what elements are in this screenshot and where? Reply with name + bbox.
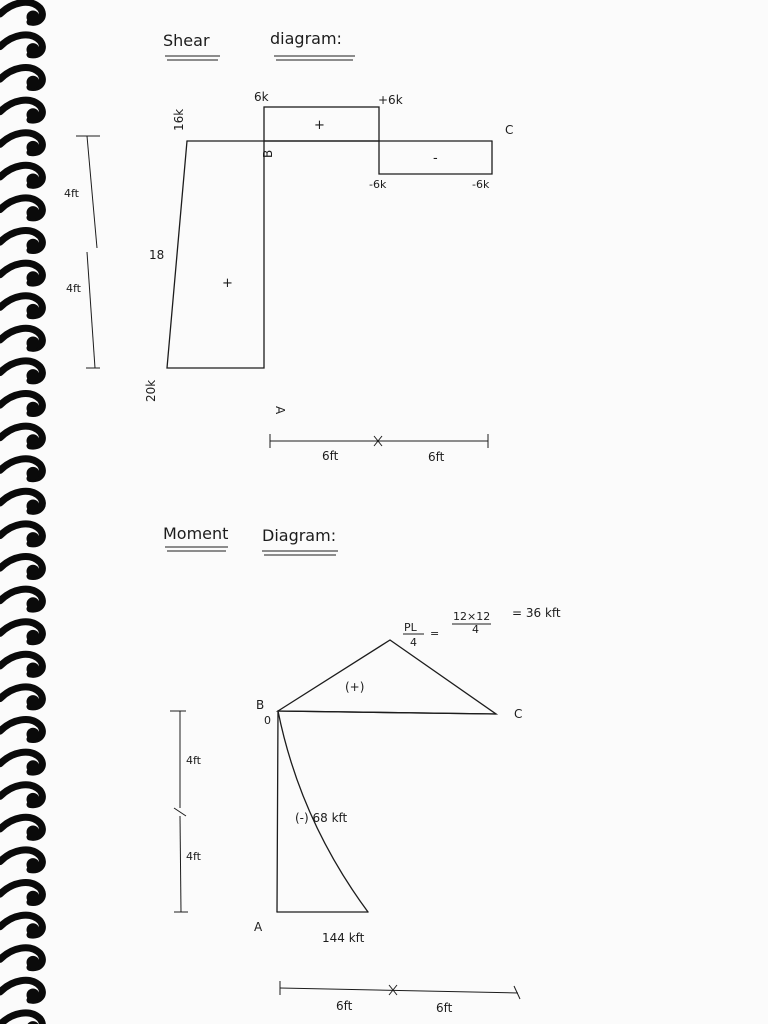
shear-title-word-2: diagram: bbox=[270, 29, 342, 48]
moment-label-plus: (+) bbox=[345, 680, 365, 694]
shear-label-a: A bbox=[273, 406, 287, 415]
moment-diagram bbox=[163, 524, 561, 1015]
moment-label-negative: (-) 68 kft bbox=[295, 811, 348, 825]
moment-dim-4ft-upper: 4ft bbox=[186, 754, 201, 767]
shear-dim-4ft-lower: 4ft bbox=[66, 282, 81, 295]
shear-dim-6ft-right: 6ft bbox=[428, 450, 445, 464]
moment-formula-den: 4 bbox=[472, 623, 479, 636]
shear-label-neg6k-c: -6k bbox=[472, 178, 490, 191]
moment-column-line bbox=[277, 711, 278, 912]
shear-label-neg6k-b: -6k bbox=[369, 178, 387, 191]
shear-label-18: 18 bbox=[149, 248, 165, 262]
shear-label-c: C bbox=[505, 123, 514, 137]
shear-label-6k: 6k bbox=[254, 90, 269, 104]
moment-dim-tick-mid bbox=[174, 808, 186, 816]
moment-label-zero: 0 bbox=[264, 714, 271, 727]
moment-label-a: A bbox=[254, 920, 263, 934]
shear-label-minus: - bbox=[433, 151, 438, 166]
moment-dim-horizontal bbox=[280, 988, 518, 993]
moment-title-word: Moment bbox=[163, 524, 229, 543]
shear-label-16k: 16k bbox=[172, 108, 186, 131]
moment-formula-eq: = bbox=[430, 627, 440, 640]
moment-dim-6ft-left: 6ft bbox=[336, 999, 353, 1013]
moment-beam-axis bbox=[278, 711, 496, 714]
shear-diagram bbox=[64, 29, 513, 464]
moment-formula-pl: PL bbox=[404, 621, 417, 634]
shear-dim-line-upper bbox=[87, 136, 97, 248]
shear-dim-line-lower bbox=[87, 252, 95, 368]
shear-column-region bbox=[167, 141, 264, 368]
shear-label-plus: + bbox=[314, 118, 325, 133]
shear-label-plus6k: +6k bbox=[378, 93, 403, 107]
moment-positive-triangle bbox=[278, 640, 496, 714]
moment-dim-4ft-lower: 4ft bbox=[186, 850, 201, 863]
shear-title-word: Shear bbox=[163, 31, 210, 50]
shear-dim-4ft-upper: 4ft bbox=[64, 187, 79, 200]
moment-dim-6ft-right: 6ft bbox=[436, 1001, 453, 1015]
shear-label-b: B bbox=[261, 149, 275, 158]
moment-dim-line-lower bbox=[180, 816, 181, 912]
moment-label-144: 144 kft bbox=[322, 931, 365, 945]
moment-formula-num: 12×12 bbox=[453, 610, 491, 623]
moment-label-c: C bbox=[514, 707, 523, 721]
shear-label-20k: 20k bbox=[144, 379, 158, 402]
moment-label-b: B bbox=[256, 698, 265, 712]
moment-formula-result: = 36 kft bbox=[512, 606, 561, 620]
moment-title-word-2: Diagram: bbox=[262, 526, 337, 545]
shear-dim-6ft-left: 6ft bbox=[322, 449, 339, 463]
moment-formula-4: 4 bbox=[410, 636, 417, 649]
shear-label-plus-column: + bbox=[222, 276, 233, 291]
